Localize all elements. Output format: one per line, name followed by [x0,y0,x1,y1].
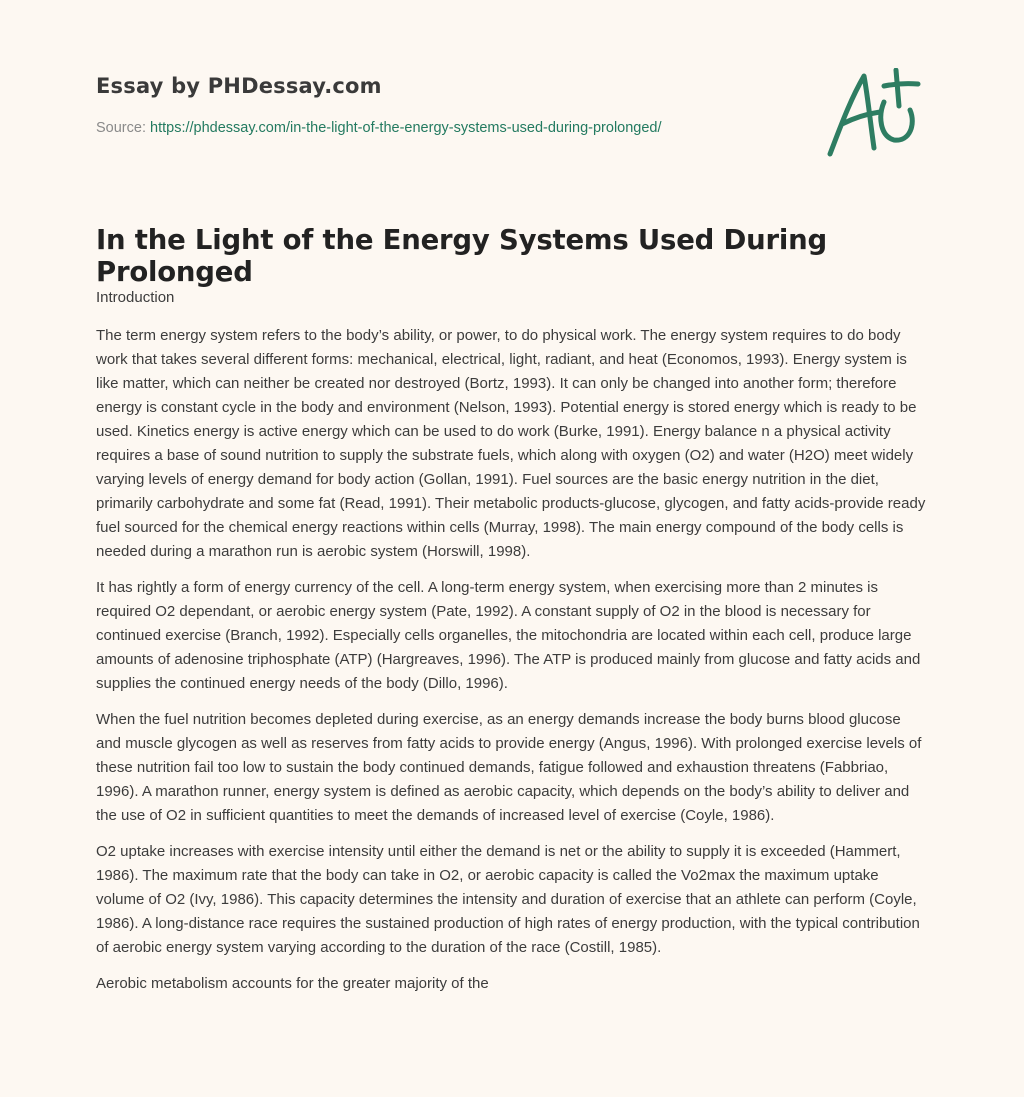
brand-name: Essay by PHDessay.com [96,74,382,98]
a-plus-logo [824,68,928,160]
paragraph: It has rightly a form of energy currency of the cell. A long-term energy system, when exercising more than 2 minutes is required O2 dependant, or aerobic energy system (Pate, 1992). A constant supply of O2 in the blood is necessary for continued exercise (Branch, 1992). Especially cells organelles, the mitochondria are located within each cell, produce large amounts of adenosine triphosphate (ATP) (Hargreaves, 1996). The ATP is produced mainly from glucose and fatty acids and supplies the continued energy needs of the body (Dillo, 1996). [96,579,921,692]
source-line [96,120,928,136]
paragraph: When the fuel nutrition becomes depleted during exercise, as an energy demands increase the body burns blood glucose and muscle glycogen as well as reserves from fatty acids to provide energy (Angus, 1996). With prolonged exercise levels of these nutrition fail too low to sustain the body continued demands, fatigue followed and exhaustion threatens (Fabbriao, 1996). A marathon runner, energy system is defined as aerobic capacity, which depends on the body’s ability to deliver and the use of O2 in sufficient quantities to meet the demands of increased level of exercise (Coyle, 1986). [96,711,922,824]
section-heading-introduction: Introduction [96,289,175,306]
page-header [96,74,928,174]
paragraph: O2 uptake increases with exercise intensity until either the demand is net or the ability to supply it is exceeded (Hammert, 1986). The maximum rate that the body can take in O2, or aerobic capacity is called the Vo2max the maximum uptake volume of O2 (Ivy, 1986). This capacity determines the intensity and duration of exercise that an athlete can perform (Coyle, 1986). A long-distance race requires the sustained production of high rates of energy production, with the typical contribution of aerobic energy system varying according to the duration of the race (Costill, 1985). [96,843,920,956]
essay-body [96,286,928,1008]
paragraph: Aerobic metabolism accounts for the greater majority of the [96,975,489,992]
source-label: Source: [96,120,146,136]
essay-title: In the Light of the Energy Systems Used During Prolonged [96,224,827,288]
paragraph: The term energy system refers to the body’s ability, or power, to do physical work. The energy system requires to do body work that takes several different forms: mechanical, electrical, light, radiant, and heat (Economos, 1993). Energy system is like matter, which can neither be created nor destroyed (Bortz, 1993). It can only be changed into another form; therefore energy is constant cycle in the body and environment (Nelson, 1993). Potential energy is stored energy which is ready to be used. Kinetics energy is active energy which can be used to do work (Burke, 1991). Energy balance n a physical activity requires a base of sound nutrition to supply the substrate fuels, which along with oxygen (O2) and water (H2O) meet widely varying levels of energy demand for body action (Gollan, 1991). Fuel sources are the basic energy nutrition in the diet, primarily carbohydrate and some fat (Read, 1991). Their metabolic products-glucose, glycogen, and fatty acids-provide ready fuel sourced for the chemical energy reactions within cells (Murray, 1998). The main energy compound of the body cells is needed during a marathon run is aerobic system (Horswill, 1998). [96,327,926,560]
source-link[interactable]: https://phdessay.com/in-the-light-of-the-energy-systems-used-during-prolonged/ [150,120,662,136]
